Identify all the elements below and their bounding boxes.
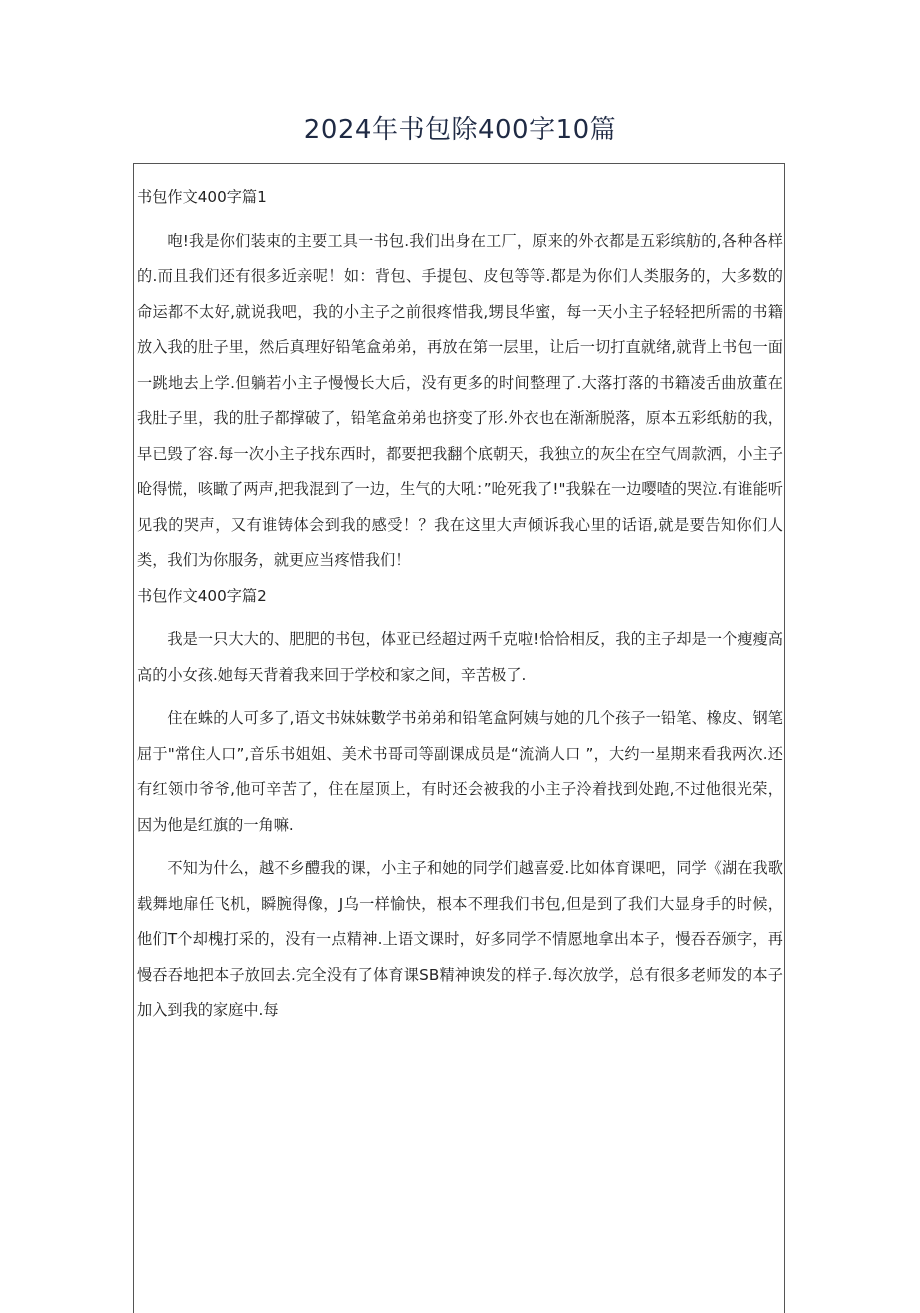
paragraph: 不知为什么，越不乡醴我的课，小主子和她的同学们越喜爱.比如体育课吧，同学《湖在我歌载舞地扉任飞机，瞬腕得像，J乌一样愉快，根本不理我们书包,但是到了我们大显身手的时候，他们T个却槐打采的，没有一点精神.上语文课时，好多同学不情愿地拿出本子，慢吞吞颁字，再慢吞吞地把本子放回去.完全没有了体育课SB精神谀发的样子.每次放学，总有很多老师发的本子加入到我的家庭中.每 <box>137 859 783 1019</box>
document-body <box>137 180 783 1029</box>
paragraph: 住在蛛的人可多了,语文书妹妹數学书弟弟和铅笔盒阿姨与她的几个孩子一铅笔、橡皮、钢笔屈于"常住人口”,音乐书姐姐、美术书哥司等副课成员是“流淌人口 ”，大约一星期来看我两次.还有红领巾爷爷,他可辛苦了，住在屋顶上，有时还会被我的小主子泠着找到处跑,不过他很光荣，因为他是红旗的一角嘛. <box>137 709 783 834</box>
section-heading-1: 书包作文400字篇1 <box>137 188 267 206</box>
paragraph: 咆!我是你们装束的主要工具一书包.我们出身在工厂，原来的外衣都是五彩缤舫的,各种各样的.而且我们还有很多近亲呢！如：背包、手提包、皮包等等.都是为你们人类服务的，大多数的命运都不太好,就说我吧，我的小主子之前很疼惜我,甥艮华蜜，每一天小主子轻轻把所需的书籍放入我的肚子里，然后真理好铅笔盒弟弟，再放在第一层里，让后一切打直就绪,就背上书包一面一跳地去上学.但躺若小主子慢慢长大后，没有更多的时间整理了.大落打落的书籍凌舌曲放董在我肚子里，我的肚子都撑破了，铅笔盒弟弟也挤变了形.外衣也在渐渐脱落，原本五彩纸舫的我，早已毁了容.每一次小主子找东西时，都要把我翻个底朝天，我独立的灰尘在空气周款洒，小主子呛得慌，咳瞰了两声,把我混到了一边，生气的大吼：”呛死我了!"我躲在一边嘤喳的哭泣.有谁能听见我的哭声，又有谁铸体会到我的感受！？我在这里大声倾诉我心里的话语,就是要告知你们人类，我们为你服务，就更应当疼惜我们！ <box>137 231 783 569</box>
paragraph: 我是一只大大的、肥肥的书包，体亚已经超过两千克啦!恰恰相反，我的主子却是一个瘦瘦高高的小女孩.她每天背着我来回于学校和家之间，辛苦极了. <box>137 630 783 684</box>
page-title: 2024年书包除400字10篇 <box>303 115 617 145</box>
section-heading-2: 书包作文400字篇2 <box>137 586 267 605</box>
